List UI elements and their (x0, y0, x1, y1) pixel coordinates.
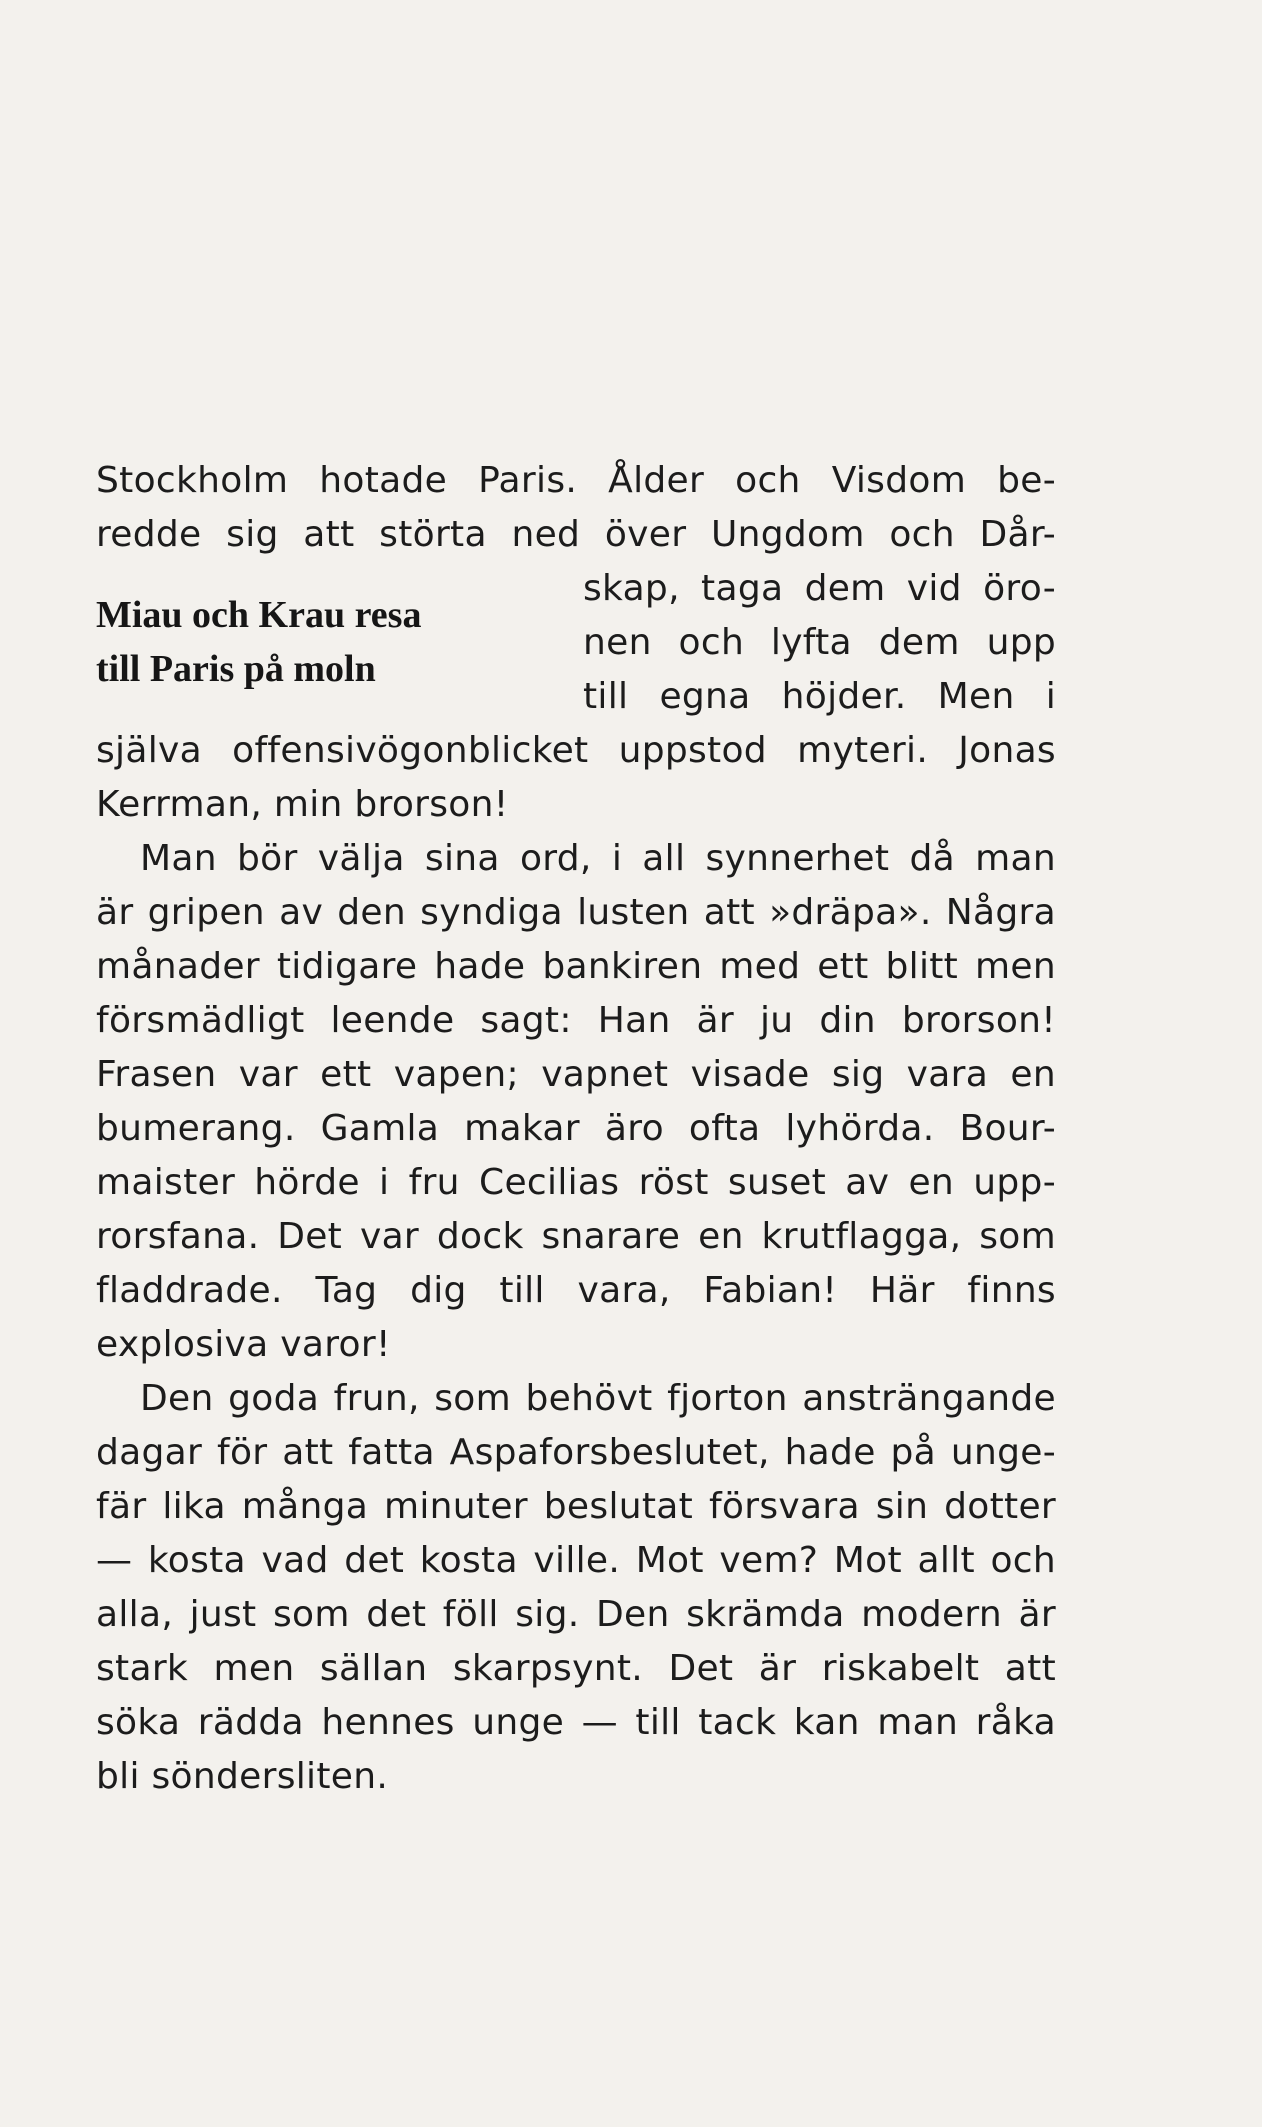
text-line: dagar för att fatta Aspaforsbeslutet, hade på unge- (96, 1432, 1056, 1473)
text-line: skap, taga dem vid öro- (583, 568, 1056, 609)
text-line: rorsfana. Det var dock snarare en krutflagga, som (96, 1216, 1056, 1257)
text-line: — kosta vad det kosta ville. Mot vem? Mot allt och (96, 1540, 1056, 1581)
marginal-heading-line-1: Miau och Krau resa (96, 594, 422, 636)
text-line: försmädligt leende sagt: Han är ju din brorson! (96, 1000, 1056, 1041)
text-line: nen och lyfta dem upp (583, 622, 1056, 663)
text-line: är gripen av den syndiga lusten att »dräpa». Några (96, 892, 1056, 933)
text-line: maister hörde i fru Cecilias röst suset av en upp- (96, 1162, 1056, 1203)
text-line: Kerrman, min brorson! (96, 784, 509, 825)
text-line: till egna höjder. Men i (583, 676, 1056, 717)
text-line: månader tidigare hade bankiren med ett blitt men (96, 946, 1056, 987)
text-line: själva offensivögonblicket uppstod myteri. Jonas (96, 730, 1056, 771)
text-line: fär lika många minuter beslutat försvara sin dotter (96, 1486, 1056, 1527)
text-line: alla, just som det föll sig. Den skrämda modern är (96, 1594, 1056, 1635)
text-line: Frasen var ett vapen; vapnet visade sig vara en (96, 1054, 1056, 1095)
text-line: stark men sällan skarpsynt. Det är riskabelt att (96, 1648, 1056, 1689)
marginal-heading-line-2: till Paris på moln (96, 648, 376, 690)
text-line: Den goda frun, som behövt fjorton ansträngande (140, 1378, 1056, 1419)
text-line: Stockholm hotade Paris. Ålder och Visdom be- (96, 460, 1056, 501)
text-line: redde sig att störta ned över Ungdom och Dår- (96, 514, 1056, 555)
text-line: explosiva varor! (96, 1324, 391, 1365)
text-line: bli söndersliten. (96, 1756, 389, 1797)
text-line: söka rädda hennes unge — till tack kan man råka (96, 1702, 1056, 1743)
text-line: Man bör välja sina ord, i all synnerhet då man (140, 838, 1056, 879)
text-line: fladdrade. Tag dig till vara, Fabian! Här finns (96, 1270, 1056, 1311)
text-line: bumerang. Gamla makar äro ofta lyhörda. Bour- (96, 1108, 1056, 1149)
